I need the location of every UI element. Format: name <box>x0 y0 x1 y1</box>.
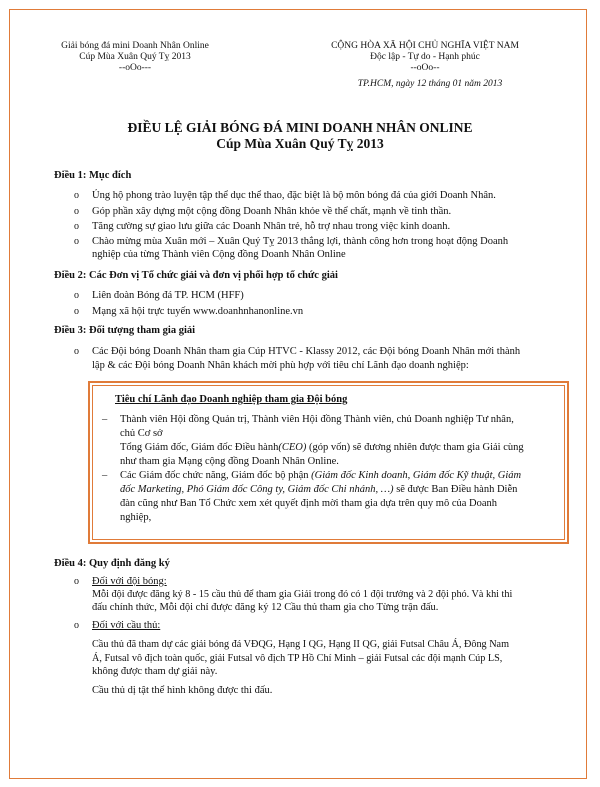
website-link: Mạng xã hội trực tuyến www.doanhnhanonline.vn <box>92 306 304 317</box>
paragraph-line: Á, Futsal vô địch toàn quốc, giải Futsal vô địch TP Hồ Chí Minh – giải Futsal các đội mạnh Cúp LS, <box>92 653 503 664</box>
document-title: ĐIỀU LỆ GIẢI BÓNG ĐÁ MINI DOANH NHÂN ONLINE <box>127 120 473 135</box>
circle-bullet-icon: o <box>74 306 79 317</box>
criteria-box-title: Tiêu chí Lãnh đạo Doanh nghiệp tham gia Đội bóng <box>115 394 348 405</box>
national-motto-block <box>290 41 560 74</box>
circle-bullet-icon: o <box>74 236 79 247</box>
paragraph-line: Mỗi đội được đăng ký 8 - 15 cầu thủ để tham gia Giải trong đó có 1 đội trưởng và 2 đội phó. Và khi thi <box>92 589 513 600</box>
subsection-title: Đối với cầu thủ: <box>92 620 161 631</box>
criteria-line: đốc Marketing, Phó Giám đốc Công ty, Giám đốc Chi nhánh, …) sẽ được Ban Điều hành Diễn <box>120 484 518 495</box>
cup-name: Cúp Mùa Xuân Quý Tỵ 2013 <box>79 52 191 62</box>
organizer-name: Giải bóng đá mini Doanh Nhân Online <box>61 41 209 51</box>
criteria-line: chủ Cơ sở <box>120 428 163 439</box>
paragraph-line: Cầu thủ dị tật thể hình không được thi đấu. <box>92 685 273 696</box>
paragraph-line: không được tham dự giải này. <box>92 666 218 677</box>
paragraph-line: đấu chính thức, Mỗi đội chỉ được đăng ký 12 Cầu thủ tham gia cho Từng trận đấu. <box>92 602 439 613</box>
criteria-line: Tổng Giám đốc, Giám đốc Điều hành(CEO) (góp vốn) sẽ đương nhiên được tham gia Giải cùng <box>120 442 524 453</box>
circle-bullet-icon: o <box>74 576 79 587</box>
criteria-line: như tham gia Mạng cộng đồng Doanh Nhân Online. <box>120 456 339 467</box>
organizer-block <box>40 41 230 74</box>
circle-bullet-icon: o <box>74 620 79 631</box>
separator-text: --oOo--- <box>118 63 152 73</box>
document-subtitle: Cúp Mùa Xuân Quý Tỵ 2013 <box>216 136 384 151</box>
section-heading-3: Điều 3: Đối tượng tham gia giải <box>54 325 196 336</box>
dash-bullet-icon: – <box>102 414 108 425</box>
separator-text: --oOo-- <box>410 63 440 73</box>
country-name: CỘNG HÒA XÃ HỘI CHỦ NGHĨA VIỆT NAM <box>331 41 519 51</box>
list-item-continuation: lập & các Đội bóng Doanh Nhân khách mời phù hợp với tiêu chí Lãnh đạo doanh nghiệp: <box>92 360 469 371</box>
paragraph-line: Cầu thủ đã tham dự các giải bóng đá VĐQG, Hạng I QG, Hạng II QG, giải Futsal Châu Á, Đông Nam <box>92 639 510 650</box>
circle-bullet-icon: o <box>74 221 79 232</box>
document-date: TP.HCM, ngày 12 tháng 01 năm 2013 <box>357 79 503 89</box>
circle-bullet-icon: o <box>74 290 79 301</box>
criteria-line: Thành viên Hội đồng Quản trị, Thành viên Hội đồng Thành viên, chủ Doanh nghiệp Tư nhân, <box>120 414 514 425</box>
motto: Độc lập - Tự do - Hạnh phúc <box>370 52 480 62</box>
circle-bullet-icon: o <box>74 190 79 201</box>
dash-bullet-icon: – <box>102 470 108 481</box>
section-heading-2: Điều 2: Các Đơn vị Tổ chức giải và đơn vị phối hợp tổ chức giải <box>54 270 338 281</box>
section-heading-1: Điều 1: Mục đích <box>54 170 132 181</box>
section-heading-4: Điều 4: Quy định đăng ký <box>54 558 170 569</box>
criteria-line: Các Giám đốc chức năng, Giám đốc bộ phận (Giám đốc Kinh doanh, Giám đốc Kỹ thuật, Giám <box>120 470 522 481</box>
circle-bullet-icon: o <box>74 346 79 357</box>
circle-bullet-icon: o <box>74 206 79 217</box>
list-item-continuation: nghiệp của từng Thành viên Cộng đồng Doanh Nhân Online <box>92 249 346 260</box>
criteria-line: nghiệp, <box>120 512 152 523</box>
subsection-title: Đối với đội bóng: <box>92 576 167 587</box>
criteria-line: đàn cũng như Ban Tổ Chức xem xét quyết định mời tham gia dựa trên quy mô của Doanh <box>120 498 498 509</box>
